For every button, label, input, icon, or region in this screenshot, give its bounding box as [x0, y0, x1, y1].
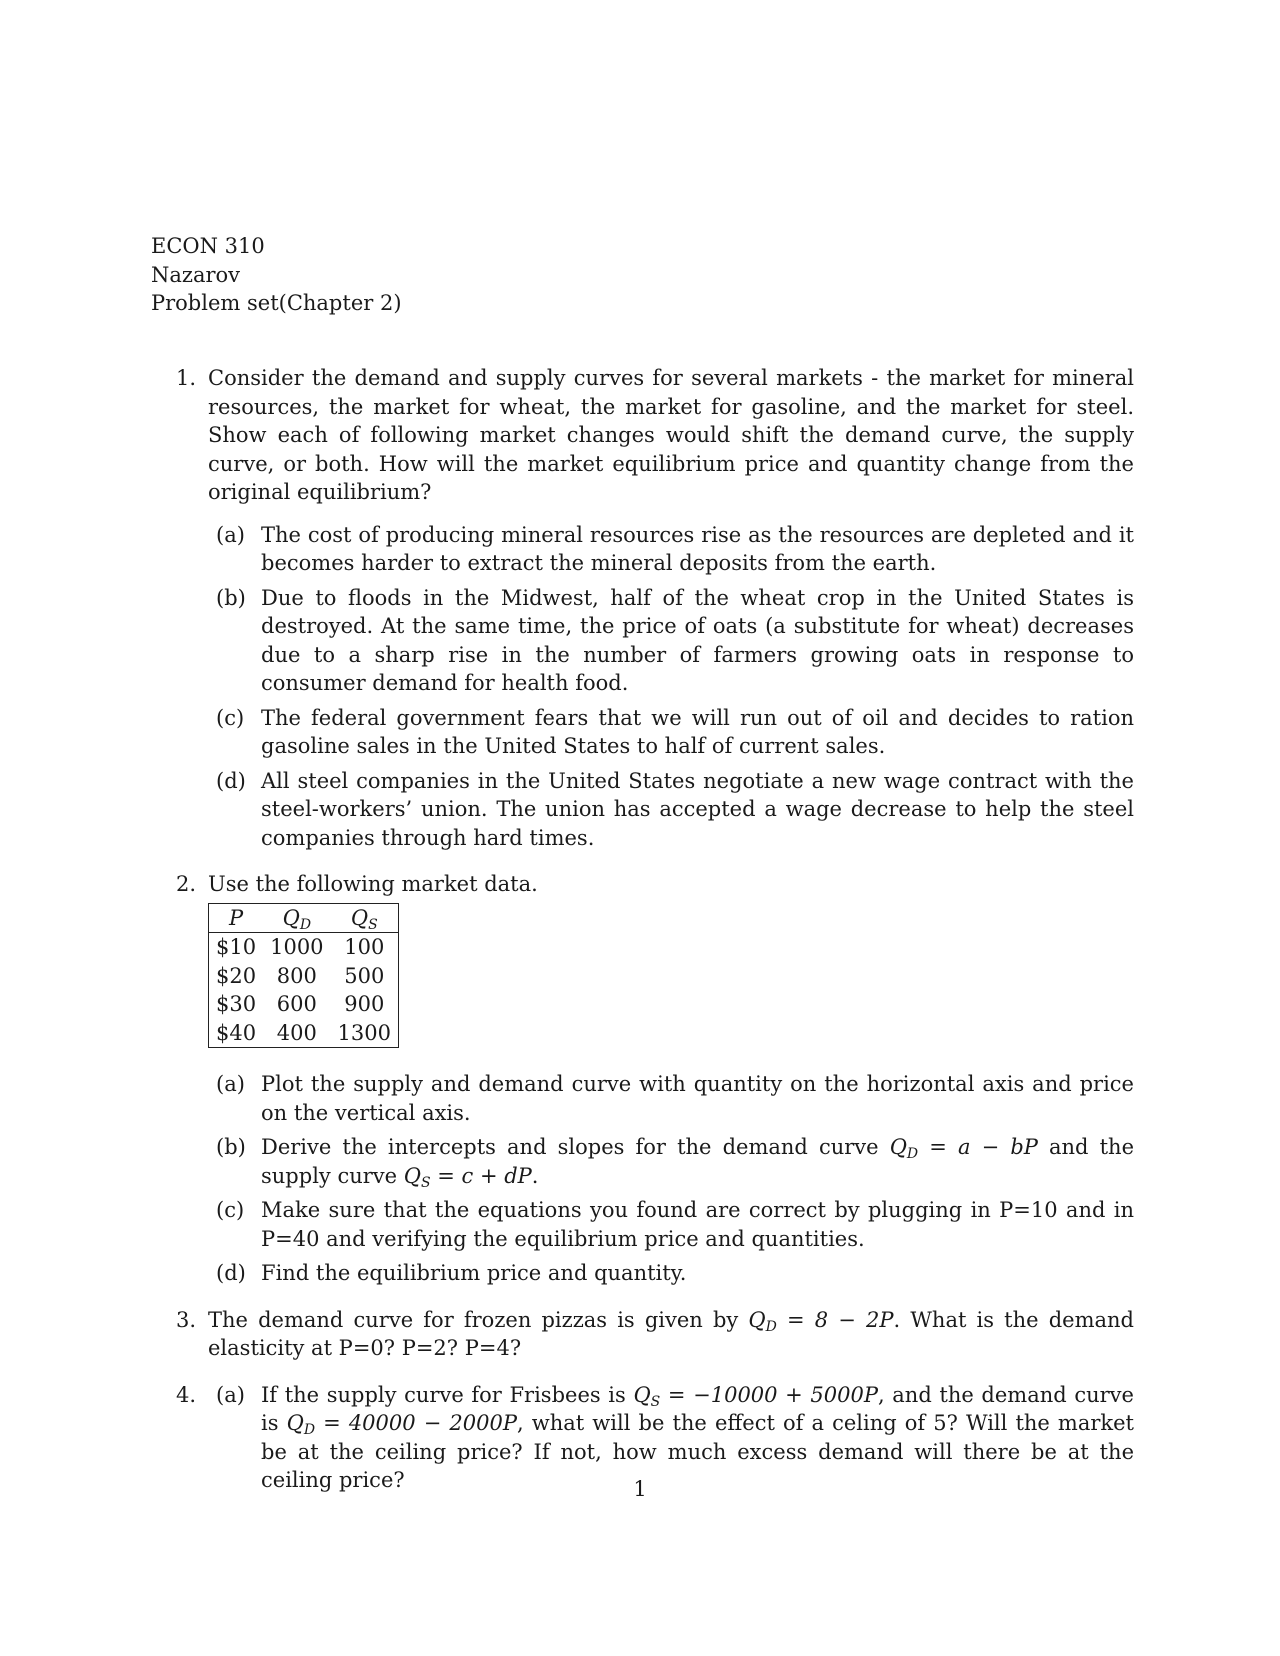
subquestion-b	[208, 584, 1134, 698]
header-quantity-demanded: $Q_D$	[263, 903, 330, 933]
cell-qs: 1300	[337, 1020, 391, 1045]
cell-qd: 600	[276, 992, 317, 1016]
subquestion-text: Plot the supply and demand curve with quantity on the horizontal axis and price on the vertical axis.	[261, 1072, 1134, 1125]
subquestion-label: (b)	[216, 1135, 246, 1159]
problem-list	[176, 364, 1134, 1513]
cell-qs: 100	[344, 935, 385, 959]
table-row	[209, 933, 399, 962]
subquestion-label: (a)	[216, 1072, 245, 1096]
subquestion-d	[208, 1259, 1134, 1288]
problem-text: Consider the demand and supply curves for several markets - the market for mineral resources, the market for wheat, the market for gasoline, and the market for steel. Show each of following market changes would shift the demand curve, the supply curve, or both. How will the market equilibrium price and quantity change from the original equilibrium?	[208, 366, 1134, 504]
cell-price: $30	[216, 992, 257, 1016]
cell-price: $40	[216, 1020, 257, 1045]
cell-qs: 900	[344, 992, 385, 1016]
supply-equation: = c + dP	[437, 1163, 532, 1188]
pizza-demand-equation: = 8 − 2P	[787, 1307, 894, 1332]
subquestion-label: (d)	[216, 1261, 246, 1285]
table-row	[209, 1019, 399, 1048]
subquestion-label: (a)	[216, 522, 245, 547]
problem-number: 3.	[176, 1307, 197, 1332]
header-price: P	[209, 903, 264, 933]
cell-price: $10	[216, 935, 257, 959]
problem-text: The demand curve for frozen pizzas is given by $Q_D = 8 - 2P$. What is the demand elasticity at P=0? P=2? P=4?	[208, 1307, 1134, 1360]
subquestion-label: (b)	[216, 585, 246, 610]
table-header-row	[209, 903, 399, 933]
subquestion-d	[208, 767, 1134, 853]
subquestion-a	[208, 1070, 1134, 1127]
problem-number: 2.	[176, 872, 197, 896]
problem-2	[176, 870, 1134, 1288]
subquestion-label: (c)	[216, 1198, 245, 1222]
subquestion-list	[208, 1070, 1134, 1288]
subquestion-text: The federal government fears that we will run out of oil and decides to ration gasoline sales in the United States to half of current sales.	[261, 705, 1134, 758]
problem-1	[176, 364, 1134, 852]
problem-3	[176, 1306, 1134, 1363]
cell-qd: 400	[276, 1020, 317, 1045]
subquestion-text: Derive the intercepts and slopes for the demand curve $Q_D = a$ − bP and the supply curve $Q_S = c$ + dP.	[261, 1135, 1135, 1191]
cell-qd: 1000	[270, 935, 324, 959]
subquestion-c	[208, 704, 1134, 761]
subquestion-text: All steel companies in the United States negotiate a new wage contract with the steel-workers’ union. The union has accepted a wage decrease to help the steel companies through hard times.	[261, 768, 1134, 850]
problem-number: 4.	[176, 1382, 197, 1407]
instructor-name: Nazarov	[151, 262, 241, 287]
market-data-table	[208, 903, 399, 1049]
subquestion-b	[208, 1133, 1134, 1190]
frisbee-demand-equation: = 40000 − 2000P	[323, 1411, 517, 1435]
subquestion-c	[208, 1196, 1134, 1253]
subquestion-a	[208, 521, 1134, 578]
cell-qs: 500	[344, 963, 385, 988]
problem-text: Use the following market data.	[208, 872, 538, 896]
header-block	[151, 232, 402, 318]
subquestion-label: (d)	[216, 768, 246, 793]
header-quantity-supplied: $Q_S$	[331, 903, 399, 933]
cell-price: $20	[216, 963, 257, 988]
table-row	[209, 990, 399, 1019]
course-code: ECON 310	[151, 234, 265, 258]
subquestion-list	[208, 521, 1134, 853]
subquestion-text: The cost of producing mineral resources rise as the resources are depleted and it becomes harder to extract the mineral deposits from the earth.	[261, 522, 1134, 575]
problem-number: 1.	[176, 366, 197, 390]
subquestion-label: (a)	[216, 1382, 245, 1407]
page-number: 1	[633, 1477, 647, 1501]
frisbee-supply-equation: = −10000 + 5000P	[667, 1382, 878, 1407]
cell-qd: 800	[276, 963, 317, 988]
demand-equation: = a − bP	[929, 1135, 1038, 1159]
subquestion-text: Make sure that the equations you found are correct by plugging in P=10 and in P=40 and verifying the equilibrium price and quantities.	[261, 1198, 1134, 1251]
table-row	[209, 962, 399, 991]
subquestion-label: (c)	[216, 705, 245, 730]
subquestion-text: Due to floods in the Midwest, half of the wheat crop in the United States is destroyed. At the same time, the price of oats (a substitute for wheat) decreases due to a sharp rise in the number of farmers growing oats in response to consumer demand for health food.	[261, 585, 1134, 695]
subquestion-text: Find the equilibrium price and quantity.	[261, 1261, 687, 1285]
document-title: Problem set(Chapter 2)	[151, 291, 402, 315]
subquestion-text: If the supply curve for Frisbees is $Q_S = -10000 + 5000P$, and the demand curve is $Q_D = 40000 - 2000P$, what will be the effect of a celing of 5? Will the market be at the ceiling price? If not, how much excess demand will there be at the ceiling price?	[261, 1382, 1134, 1492]
